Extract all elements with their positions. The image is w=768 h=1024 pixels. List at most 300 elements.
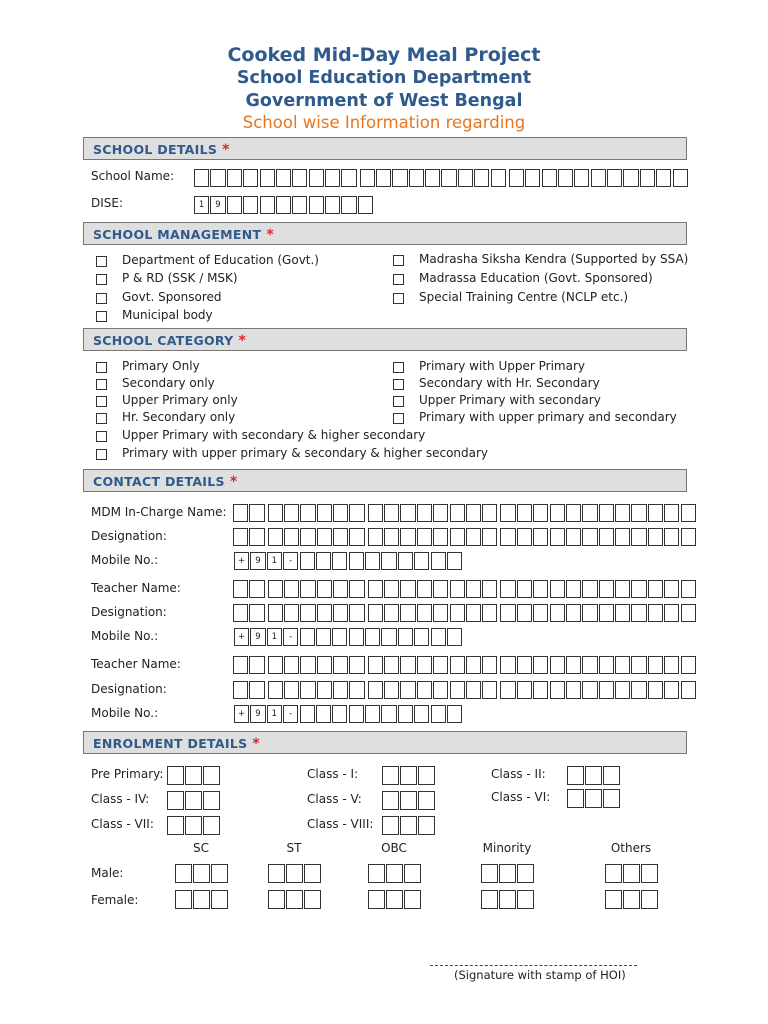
char-box[interactable] [648, 580, 663, 598]
char-box[interactable] [325, 196, 340, 214]
char-box[interactable] [500, 580, 515, 598]
char-box[interactable] [491, 169, 506, 187]
char-box[interactable] [656, 169, 671, 187]
char-box[interactable] [441, 169, 456, 187]
char-box[interactable] [400, 656, 415, 674]
class-1-input[interactable] [382, 766, 436, 785]
char-box[interactable] [466, 580, 481, 598]
char-box[interactable] [517, 580, 532, 598]
char-box[interactable] [482, 604, 497, 622]
char-box[interactable] [325, 169, 340, 187]
char-box[interactable] [249, 504, 264, 522]
char-box[interactable] [276, 169, 291, 187]
char-box[interactable]: + [234, 552, 249, 570]
char-box[interactable] [341, 196, 356, 214]
char-box[interactable] [233, 504, 248, 522]
char-box[interactable] [648, 656, 663, 674]
char-box[interactable] [525, 169, 540, 187]
digit-box[interactable] [481, 890, 498, 909]
char-box[interactable] [349, 604, 364, 622]
char-box[interactable] [500, 528, 515, 546]
char-box[interactable] [550, 681, 565, 699]
enrolment-count-input[interactable] [481, 890, 535, 909]
char-box[interactable] [631, 528, 646, 546]
char-box[interactable] [640, 169, 655, 187]
category-checkbox[interactable] [96, 431, 107, 442]
char-box[interactable] [582, 580, 597, 598]
char-box[interactable] [458, 169, 473, 187]
digit-box[interactable] [499, 864, 516, 883]
char-box[interactable] [615, 580, 630, 598]
char-box[interactable] [233, 681, 248, 699]
char-box[interactable]: 9 [250, 552, 265, 570]
char-box[interactable] [681, 580, 696, 598]
digit-box[interactable] [368, 864, 385, 883]
char-box[interactable] [233, 580, 248, 598]
enrolment-count-input[interactable] [481, 864, 535, 883]
char-box[interactable] [349, 528, 364, 546]
char-box[interactable] [332, 628, 347, 646]
char-box[interactable]: + [234, 705, 249, 723]
mobile-input[interactable] [234, 628, 463, 648]
category-checkbox[interactable] [96, 362, 107, 373]
char-box[interactable] [349, 580, 364, 598]
management-checkbox[interactable] [393, 274, 404, 285]
char-box[interactable]: 1 [194, 196, 209, 214]
enrolment-count-input[interactable] [368, 864, 422, 883]
char-box[interactable] [500, 681, 515, 699]
digit-box[interactable] [286, 890, 303, 909]
char-box[interactable]: 9 [210, 196, 225, 214]
char-box[interactable] [276, 196, 291, 214]
char-box[interactable] [582, 528, 597, 546]
char-box[interactable] [227, 169, 242, 187]
char-box[interactable] [381, 705, 396, 723]
char-box[interactable] [533, 504, 548, 522]
char-box[interactable] [333, 604, 348, 622]
management-checkbox[interactable] [96, 274, 107, 285]
management-checkbox[interactable] [96, 311, 107, 322]
char-box[interactable] [409, 169, 424, 187]
char-box[interactable] [194, 169, 209, 187]
char-box[interactable] [582, 504, 597, 522]
char-box[interactable] [300, 552, 315, 570]
char-box[interactable] [566, 504, 581, 522]
char-box[interactable] [284, 681, 299, 699]
school-name-input[interactable] [194, 169, 689, 189]
char-box[interactable] [599, 604, 614, 622]
char-box[interactable] [227, 196, 242, 214]
char-box[interactable] [664, 504, 679, 522]
char-box[interactable] [533, 580, 548, 598]
char-box[interactable] [400, 504, 415, 522]
char-box[interactable] [664, 580, 679, 598]
char-box[interactable] [284, 580, 299, 598]
dise-input[interactable] [194, 196, 374, 216]
char-box[interactable] [566, 580, 581, 598]
char-box[interactable] [365, 552, 380, 570]
char-box[interactable] [517, 504, 532, 522]
char-box[interactable] [268, 580, 283, 598]
char-box[interactable] [466, 528, 481, 546]
char-box[interactable] [450, 604, 465, 622]
char-box[interactable] [574, 169, 589, 187]
char-box[interactable]: - [283, 705, 298, 723]
char-box[interactable] [417, 681, 432, 699]
char-box[interactable] [349, 656, 364, 674]
char-box[interactable] [607, 169, 622, 187]
digit-box[interactable] [193, 864, 210, 883]
char-box[interactable] [417, 528, 432, 546]
digit-box[interactable] [193, 890, 210, 909]
digit-box[interactable] [386, 864, 403, 883]
enrolment-count-input[interactable] [605, 864, 659, 883]
digit-box[interactable] [175, 864, 192, 883]
char-box[interactable] [210, 169, 225, 187]
char-box[interactable] [648, 681, 663, 699]
char-box[interactable] [365, 705, 380, 723]
char-box[interactable] [509, 169, 524, 187]
contact-field-input[interactable] [233, 681, 697, 701]
char-box[interactable] [268, 681, 283, 699]
char-box[interactable] [349, 705, 364, 723]
char-box[interactable] [417, 604, 432, 622]
char-box[interactable] [333, 656, 348, 674]
char-box[interactable] [249, 681, 264, 699]
digit-box[interactable] [623, 864, 640, 883]
class-2-input[interactable] [567, 766, 621, 785]
char-box[interactable] [381, 628, 396, 646]
enrolment-count-input[interactable] [175, 864, 229, 883]
char-box[interactable] [615, 604, 630, 622]
char-box[interactable] [648, 604, 663, 622]
char-box[interactable] [268, 604, 283, 622]
char-box[interactable] [300, 580, 315, 598]
char-box[interactable] [466, 604, 481, 622]
category-checkbox[interactable] [96, 449, 107, 460]
char-box[interactable] [268, 656, 283, 674]
char-box[interactable] [260, 196, 275, 214]
char-box[interactable]: 1 [267, 628, 282, 646]
char-box[interactable] [550, 580, 565, 598]
char-box[interactable] [333, 504, 348, 522]
digit-box[interactable] [304, 864, 321, 883]
char-box[interactable] [631, 504, 646, 522]
char-box[interactable] [566, 528, 581, 546]
char-box[interactable] [316, 552, 331, 570]
char-box[interactable] [566, 604, 581, 622]
category-checkbox[interactable] [96, 413, 107, 424]
char-box[interactable] [664, 528, 679, 546]
char-box[interactable]: + [234, 628, 249, 646]
char-box[interactable] [681, 504, 696, 522]
char-box[interactable] [233, 604, 248, 622]
enrolment-count-input[interactable] [605, 890, 659, 909]
contact-field-input[interactable] [233, 580, 697, 600]
char-box[interactable] [414, 628, 429, 646]
digit-box[interactable] [286, 864, 303, 883]
char-box[interactable] [450, 681, 465, 699]
char-box[interactable] [433, 604, 448, 622]
char-box[interactable] [414, 552, 429, 570]
contact-field-input[interactable] [233, 656, 697, 676]
digit-box[interactable] [268, 864, 285, 883]
char-box[interactable] [631, 580, 646, 598]
char-box[interactable] [392, 169, 407, 187]
char-box[interactable] [482, 528, 497, 546]
char-box[interactable] [550, 504, 565, 522]
digit-box[interactable] [386, 890, 403, 909]
mobile-input[interactable] [234, 552, 463, 572]
digit-box[interactable] [175, 890, 192, 909]
char-box[interactable] [615, 528, 630, 546]
digit-box[interactable] [605, 864, 622, 883]
char-box[interactable] [664, 604, 679, 622]
char-box[interactable] [431, 705, 446, 723]
char-box[interactable] [368, 681, 383, 699]
char-box[interactable] [384, 681, 399, 699]
char-box[interactable] [500, 656, 515, 674]
char-box[interactable] [591, 169, 606, 187]
char-box[interactable] [317, 580, 332, 598]
char-box[interactable] [433, 580, 448, 598]
class-5-input[interactable] [382, 791, 436, 810]
category-checkbox[interactable] [393, 413, 404, 424]
char-box[interactable] [599, 504, 614, 522]
char-box[interactable] [268, 504, 283, 522]
char-box[interactable] [300, 705, 315, 723]
digit-box[interactable] [517, 864, 534, 883]
char-box[interactable] [482, 580, 497, 598]
char-box[interactable] [447, 552, 462, 570]
char-box[interactable]: - [283, 552, 298, 570]
char-box[interactable] [317, 504, 332, 522]
char-box[interactable]: - [283, 628, 298, 646]
mobile-input[interactable] [234, 705, 463, 725]
char-box[interactable] [500, 504, 515, 522]
char-box[interactable] [417, 580, 432, 598]
char-box[interactable] [482, 656, 497, 674]
char-box[interactable] [368, 656, 383, 674]
char-box[interactable] [316, 628, 331, 646]
char-box[interactable] [292, 169, 307, 187]
digit-box[interactable] [605, 890, 622, 909]
char-box[interactable] [376, 169, 391, 187]
class-6-input[interactable] [567, 789, 621, 808]
char-box[interactable] [384, 656, 399, 674]
management-checkbox[interactable] [96, 293, 107, 304]
char-box[interactable] [414, 705, 429, 723]
char-box[interactable] [648, 504, 663, 522]
char-box[interactable] [566, 656, 581, 674]
char-box[interactable] [447, 705, 462, 723]
char-box[interactable] [400, 580, 415, 598]
char-box[interactable] [268, 528, 283, 546]
char-box[interactable] [341, 169, 356, 187]
char-box[interactable] [365, 628, 380, 646]
char-box[interactable] [417, 656, 432, 674]
char-box[interactable] [533, 528, 548, 546]
char-box[interactable] [450, 504, 465, 522]
char-box[interactable] [292, 196, 307, 214]
char-box[interactable] [615, 504, 630, 522]
char-box[interactable] [316, 705, 331, 723]
char-box[interactable] [433, 504, 448, 522]
digit-box[interactable] [517, 890, 534, 909]
char-box[interactable] [400, 528, 415, 546]
enrolment-count-input[interactable] [268, 890, 322, 909]
char-box[interactable] [284, 656, 299, 674]
char-box[interactable] [417, 504, 432, 522]
contact-field-input[interactable] [233, 604, 697, 624]
char-box[interactable] [631, 681, 646, 699]
char-box[interactable] [673, 169, 688, 187]
category-checkbox[interactable] [96, 379, 107, 390]
char-box[interactable] [400, 604, 415, 622]
char-box[interactable] [517, 681, 532, 699]
enrolment-count-input[interactable] [268, 864, 322, 883]
char-box[interactable] [249, 604, 264, 622]
digit-box[interactable] [404, 890, 421, 909]
pre-primary-input[interactable] [167, 766, 221, 785]
class-4-input[interactable] [167, 791, 221, 810]
char-box[interactable] [398, 705, 413, 723]
char-box[interactable] [309, 196, 324, 214]
char-box[interactable] [249, 580, 264, 598]
char-box[interactable] [550, 604, 565, 622]
char-box[interactable] [243, 196, 258, 214]
char-box[interactable] [664, 656, 679, 674]
contact-field-input[interactable] [233, 528, 697, 548]
digit-box[interactable] [641, 864, 658, 883]
char-box[interactable] [681, 681, 696, 699]
char-box[interactable] [284, 604, 299, 622]
contact-field-input[interactable] [233, 504, 697, 524]
char-box[interactable] [233, 528, 248, 546]
char-box[interactable] [400, 681, 415, 699]
char-box[interactable] [431, 628, 446, 646]
char-box[interactable] [582, 681, 597, 699]
category-checkbox[interactable] [96, 396, 107, 407]
char-box[interactable] [333, 681, 348, 699]
char-box[interactable] [249, 528, 264, 546]
char-box[interactable] [300, 656, 315, 674]
char-box[interactable] [466, 681, 481, 699]
char-box[interactable] [300, 504, 315, 522]
char-box[interactable] [233, 656, 248, 674]
digit-box[interactable] [481, 864, 498, 883]
char-box[interactable] [681, 528, 696, 546]
category-checkbox[interactable] [393, 362, 404, 373]
char-box[interactable] [648, 528, 663, 546]
char-box[interactable] [249, 656, 264, 674]
char-box[interactable] [284, 528, 299, 546]
char-box[interactable] [300, 604, 315, 622]
char-box[interactable] [358, 196, 373, 214]
char-box[interactable] [681, 604, 696, 622]
char-box[interactable] [368, 504, 383, 522]
char-box[interactable] [450, 528, 465, 546]
char-box[interactable] [309, 169, 324, 187]
char-box[interactable] [599, 681, 614, 699]
char-box[interactable] [681, 656, 696, 674]
char-box[interactable] [599, 580, 614, 598]
category-checkbox[interactable] [393, 379, 404, 390]
char-box[interactable]: 1 [267, 705, 282, 723]
char-box[interactable] [300, 681, 315, 699]
char-box[interactable] [533, 604, 548, 622]
char-box[interactable] [433, 681, 448, 699]
category-checkbox[interactable] [393, 396, 404, 407]
char-box[interactable] [317, 656, 332, 674]
char-box[interactable] [349, 681, 364, 699]
char-box[interactable] [284, 504, 299, 522]
char-box[interactable] [425, 169, 440, 187]
char-box[interactable]: 9 [250, 705, 265, 723]
char-box[interactable] [447, 628, 462, 646]
char-box[interactable] [450, 580, 465, 598]
char-box[interactable] [582, 604, 597, 622]
char-box[interactable] [317, 604, 332, 622]
char-box[interactable] [550, 656, 565, 674]
char-box[interactable] [482, 504, 497, 522]
digit-box[interactable] [268, 890, 285, 909]
enrolment-count-input[interactable] [175, 890, 229, 909]
char-box[interactable] [599, 656, 614, 674]
char-box[interactable] [542, 169, 557, 187]
char-box[interactable] [599, 528, 614, 546]
digit-box[interactable] [304, 890, 321, 909]
char-box[interactable] [384, 528, 399, 546]
char-box[interactable] [615, 681, 630, 699]
char-box[interactable] [381, 552, 396, 570]
char-box[interactable] [333, 580, 348, 598]
char-box[interactable] [349, 552, 364, 570]
char-box[interactable] [317, 681, 332, 699]
char-box[interactable] [384, 604, 399, 622]
char-box[interactable] [360, 169, 375, 187]
char-box[interactable] [566, 681, 581, 699]
class-8-input[interactable] [382, 816, 436, 835]
char-box[interactable] [500, 604, 515, 622]
char-box[interactable] [398, 628, 413, 646]
char-box[interactable] [332, 552, 347, 570]
char-box[interactable] [450, 656, 465, 674]
char-box[interactable] [349, 504, 364, 522]
char-box[interactable] [517, 604, 532, 622]
char-box[interactable] [474, 169, 489, 187]
digit-box[interactable] [499, 890, 516, 909]
digit-box[interactable] [368, 890, 385, 909]
char-box[interactable] [558, 169, 573, 187]
enrolment-count-input[interactable] [368, 890, 422, 909]
char-box[interactable] [398, 552, 413, 570]
char-box[interactable] [317, 528, 332, 546]
digit-box[interactable] [641, 890, 658, 909]
char-box[interactable] [517, 528, 532, 546]
char-box[interactable] [368, 604, 383, 622]
char-box[interactable]: 9 [250, 628, 265, 646]
char-box[interactable] [433, 656, 448, 674]
management-checkbox[interactable] [96, 256, 107, 267]
management-checkbox[interactable] [393, 293, 404, 304]
char-box[interactable] [384, 504, 399, 522]
char-box[interactable] [384, 580, 399, 598]
char-box[interactable] [368, 580, 383, 598]
char-box[interactable] [517, 656, 532, 674]
char-box[interactable] [631, 656, 646, 674]
char-box[interactable] [533, 681, 548, 699]
